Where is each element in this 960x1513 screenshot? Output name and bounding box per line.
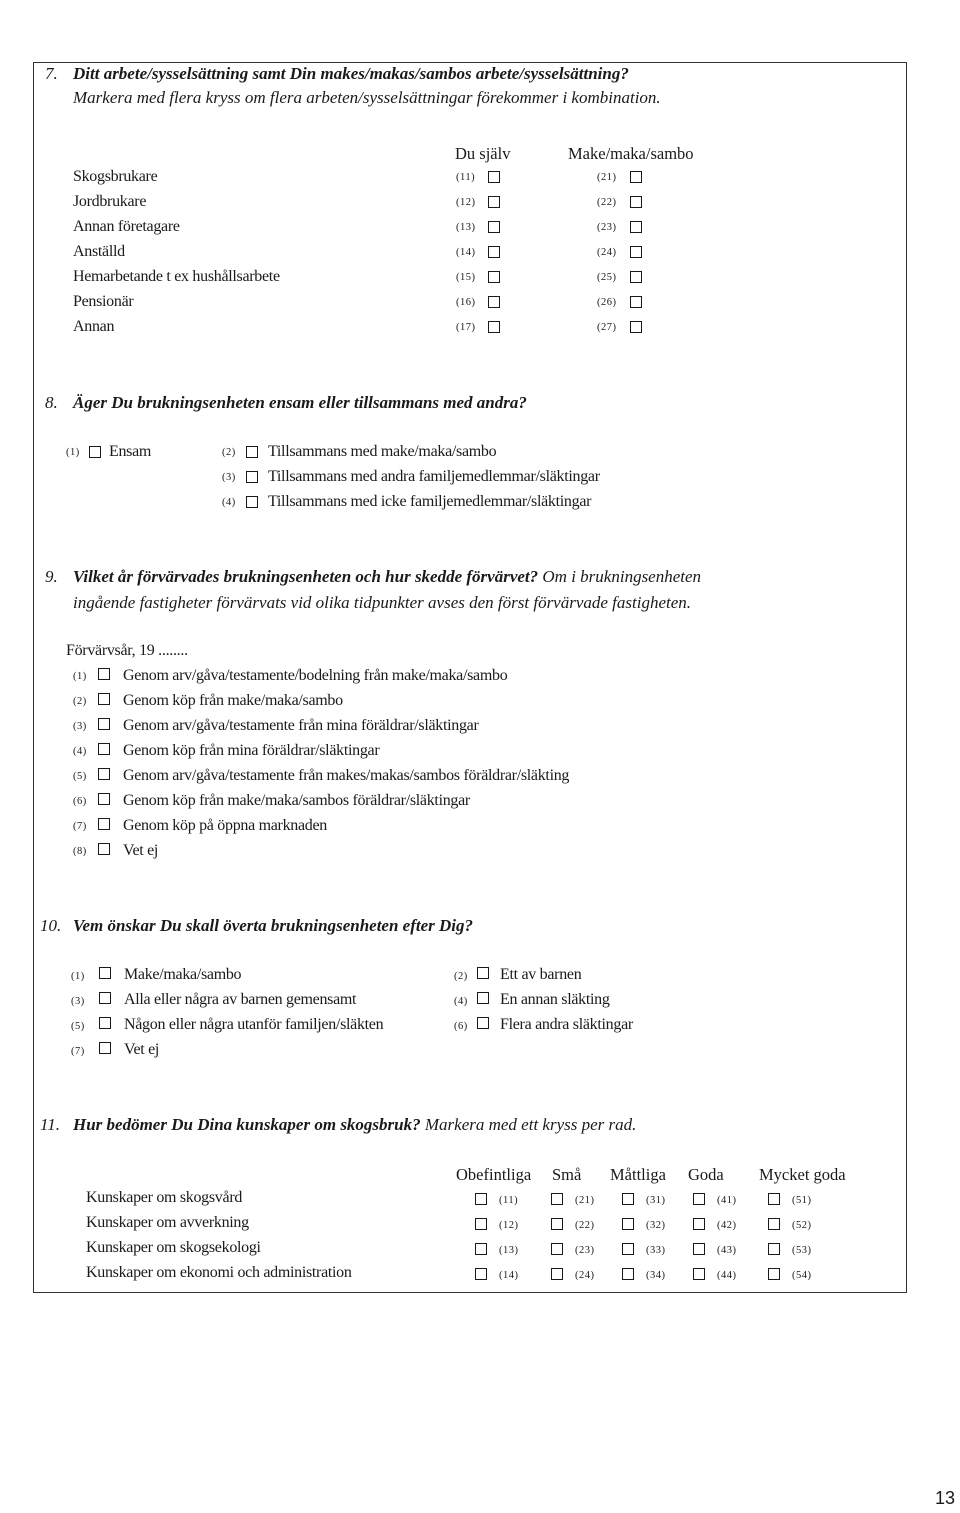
q9-year-field[interactable]: Förvärvsår, 19 ........ xyxy=(66,642,188,659)
q9-option-checkbox[interactable] xyxy=(98,743,110,755)
q7-row-label: Skogsbrukare xyxy=(73,168,158,185)
q11-code: (42) xyxy=(717,1220,737,1231)
q9-option-checkbox[interactable] xyxy=(98,768,110,780)
q10-option-code: (1) xyxy=(71,971,85,982)
q9-option-checkbox[interactable] xyxy=(98,818,110,830)
q9-option-label: Genom arv/gåva/testamente från mina föräldrar/släktingar xyxy=(123,717,479,734)
q7-partner-checkbox[interactable] xyxy=(630,221,642,233)
q7-self-code: (17) xyxy=(456,322,476,333)
q7-partner-code: (25) xyxy=(597,272,617,283)
q9-option-code: (7) xyxy=(73,821,87,832)
q11-checkbox[interactable] xyxy=(551,1193,563,1205)
q9-option-code: (1) xyxy=(73,671,87,682)
q7-partner-checkbox[interactable] xyxy=(630,196,642,208)
q7-row-label: Jordbrukare xyxy=(73,193,147,210)
q9-number: 9. xyxy=(45,567,58,586)
q10-option-code: (3) xyxy=(71,996,85,1007)
q11-col-header: Måttliga xyxy=(610,1165,666,1184)
q10-option-checkbox[interactable] xyxy=(99,1042,111,1054)
q11-code: (33) xyxy=(646,1245,666,1256)
q7-row-label: Pensionär xyxy=(73,293,134,310)
q11-code: (52) xyxy=(792,1220,812,1231)
q11-code: (53) xyxy=(792,1245,812,1256)
q9-option-checkbox[interactable] xyxy=(98,693,110,705)
q11-code: (51) xyxy=(792,1195,812,1206)
q7-row-label: Hemarbetande t ex hushållsarbete xyxy=(73,268,280,285)
q7-subtitle: Markera med flera kryss om flera arbeten/sysselsättningar förekommer i kombination. xyxy=(73,88,661,107)
q8-option-code: (3) xyxy=(222,472,236,483)
q7-partner-checkbox[interactable] xyxy=(630,171,642,183)
q9-option-checkbox[interactable] xyxy=(98,843,110,855)
q7-title: Ditt arbete/sysselsättning samt Din makes/makas/sambos arbete/sysselsättning? xyxy=(73,64,629,83)
q11-checkbox[interactable] xyxy=(768,1193,780,1205)
q11-code: (22) xyxy=(575,1220,595,1231)
q11-checkbox[interactable] xyxy=(622,1268,634,1280)
q8-option-label: Tillsammans med andra familjemedlemmar/släktingar xyxy=(268,468,600,485)
q7-row-label: Annan företagare xyxy=(73,218,180,235)
q8-option-checkbox[interactable] xyxy=(246,471,258,483)
q11-checkbox[interactable] xyxy=(768,1243,780,1255)
q7-partner-code: (21) xyxy=(597,172,617,183)
q7-self-checkbox[interactable] xyxy=(488,171,500,183)
q8-option-label: Tillsammans med make/maka/sambo xyxy=(268,443,497,460)
q11-code: (21) xyxy=(575,1195,595,1206)
q11-checkbox[interactable] xyxy=(693,1193,705,1205)
q7-self-code: (12) xyxy=(456,197,476,208)
q8-option-code: (4) xyxy=(222,497,236,508)
q11-col-header: Obefintliga xyxy=(456,1165,532,1184)
q11-checkbox[interactable] xyxy=(622,1218,634,1230)
q11-col-header: Små xyxy=(552,1165,582,1184)
q9-option-code: (4) xyxy=(73,746,87,757)
page-number: 13 xyxy=(935,1488,956,1508)
q9-option-code: (5) xyxy=(73,771,87,782)
q10-option-label: Vet ej xyxy=(124,1041,160,1058)
q7-self-code: (13) xyxy=(456,222,476,233)
q10-option-code: (2) xyxy=(454,971,468,982)
q11-row-label: Kunskaper om ekonomi och administration xyxy=(86,1264,352,1281)
q8-number: 8. xyxy=(45,393,58,412)
q11-code: (23) xyxy=(575,1245,595,1256)
q7-partner-code: (26) xyxy=(597,297,617,308)
q7-partner-code: (24) xyxy=(597,247,617,258)
q11-code: (24) xyxy=(575,1270,595,1281)
q9-title-rest: Om i brukningsenheten xyxy=(542,567,702,586)
q9-option-label: Genom köp från make/maka/sambos föräldrar/släktingar xyxy=(123,792,470,809)
q7-col-partner: Make/maka/sambo xyxy=(568,144,694,163)
q10-option-code: (7) xyxy=(71,1046,85,1057)
q9-subtitle: ingående fastigheter förvärvats vid olika tidpunkter avses den först förvärvade fastigheten. xyxy=(73,593,692,612)
q11-checkbox[interactable] xyxy=(768,1268,780,1280)
q7-partner-checkbox[interactable] xyxy=(630,321,642,333)
q11-code: (54) xyxy=(792,1270,812,1281)
q7-self-code: (11) xyxy=(456,172,476,183)
q9-option-label: Genom köp från mina föräldrar/släktingar xyxy=(123,742,380,759)
q11-checkbox[interactable] xyxy=(693,1243,705,1255)
q7-self-code: (16) xyxy=(456,297,476,308)
q11-checkbox[interactable] xyxy=(693,1218,705,1230)
q11-checkbox[interactable] xyxy=(475,1268,487,1280)
q11-code: (31) xyxy=(646,1195,666,1206)
q7-self-checkbox[interactable] xyxy=(488,196,500,208)
q10-option-checkbox[interactable] xyxy=(477,992,489,1004)
q11-code: (11) xyxy=(499,1195,519,1206)
q9-title xyxy=(73,567,701,587)
q11-checkbox[interactable] xyxy=(551,1268,563,1280)
q11-code: (43) xyxy=(717,1245,737,1256)
q7-number: 7. xyxy=(45,64,58,83)
q7-self-checkbox[interactable] xyxy=(488,221,500,233)
q10-option-checkbox[interactable] xyxy=(99,992,111,1004)
q9-option-code: (2) xyxy=(73,696,87,707)
q9-title-bold: Vilket år förvärvades brukningsenheten och hur skedde förvärvet? xyxy=(73,567,539,586)
q10-option-label: Någon eller några utanför familjen/släkten xyxy=(124,1016,384,1033)
q11-row-label: Kunskaper om avverkning xyxy=(86,1214,249,1231)
q10-number: 10. xyxy=(40,916,62,935)
q9-option-checkbox[interactable] xyxy=(98,793,110,805)
q10-option-label: Flera andra släktingar xyxy=(500,1016,633,1033)
q11-code: (34) xyxy=(646,1270,666,1281)
q9-option-label: Genom köp på öppna marknaden xyxy=(123,817,327,834)
q9-option-code: (3) xyxy=(73,721,87,732)
q8-option-label: Tillsammans med icke familjemedlemmar/släktingar xyxy=(268,493,592,510)
q11-title-rest: Markera med ett kryss per rad. xyxy=(424,1115,637,1134)
q7-self-code: (14) xyxy=(456,247,476,258)
q11-title-bold: Hur bedömer Du Dina kunskaper om skogsbruk? xyxy=(73,1115,421,1134)
q10-option-checkbox[interactable] xyxy=(99,967,111,979)
q10-option-code: (6) xyxy=(454,1021,468,1032)
q11-checkbox[interactable] xyxy=(768,1218,780,1230)
q7-partner-checkbox[interactable] xyxy=(630,271,642,283)
q7-self-checkbox[interactable] xyxy=(488,246,500,258)
q11-row-label: Kunskaper om skogsvård xyxy=(86,1189,243,1206)
q10-title: Vem önskar Du skall överta brukningsenheten efter Dig? xyxy=(73,916,474,935)
q10-option-code: (4) xyxy=(454,996,468,1007)
q9-option-label: Genom arv/gåva/testamente från makes/makas/sambos föräldrar/släkting xyxy=(123,767,570,784)
q9-option-checkbox[interactable] xyxy=(98,668,110,680)
q8-option-code: (2) xyxy=(222,447,236,458)
q11-code: (41) xyxy=(717,1195,737,1206)
q10-option-checkbox[interactable] xyxy=(477,1017,489,1029)
q7-partner-code: (23) xyxy=(597,222,617,233)
q9-option-code: (8) xyxy=(73,846,87,857)
q11-checkbox[interactable] xyxy=(475,1243,487,1255)
q7-partner-checkbox[interactable] xyxy=(630,296,642,308)
q11-code: (12) xyxy=(499,1220,519,1231)
q11-checkbox[interactable] xyxy=(475,1193,487,1205)
q8-option-checkbox[interactable] xyxy=(246,446,258,458)
q9-option-label: Genom arv/gåva/testamente/bodelning från make/maka/sambo xyxy=(123,667,508,684)
q10-option-label: Ett av barnen xyxy=(500,966,582,983)
q7-self-code: (15) xyxy=(456,272,476,283)
q11-code: (44) xyxy=(717,1270,737,1281)
q11-row-label: Kunskaper om skogsekologi xyxy=(86,1239,261,1256)
q7-row-label: Anställd xyxy=(73,243,125,260)
q9-option-label: Vet ej xyxy=(123,842,159,859)
q11-code: (32) xyxy=(646,1220,666,1231)
q10-option-label: Alla eller några av barnen gemensamt xyxy=(124,991,357,1008)
q8-title: Äger Du brukningsenheten ensam eller tillsammans med andra? xyxy=(73,393,527,412)
q11-title xyxy=(73,1115,636,1135)
q7-partner-code: (22) xyxy=(597,197,617,208)
q10-option-label: Make/maka/sambo xyxy=(124,966,242,983)
q8-option-checkbox[interactable] xyxy=(246,496,258,508)
q11-checkbox[interactable] xyxy=(551,1218,563,1230)
q9-option-checkbox[interactable] xyxy=(98,718,110,730)
q9-option-code: (6) xyxy=(73,796,87,807)
q7-self-checkbox[interactable] xyxy=(488,321,500,333)
q7-partner-checkbox[interactable] xyxy=(630,246,642,258)
q10-option-label: En annan släkting xyxy=(500,991,610,1008)
q11-checkbox[interactable] xyxy=(475,1218,487,1230)
q7-partner-code: (27) xyxy=(597,322,617,333)
q7-row-label: Annan xyxy=(73,318,115,335)
q11-code: (13) xyxy=(499,1245,519,1256)
q10-option-checkbox[interactable] xyxy=(477,967,489,979)
q8-option-label: Ensam xyxy=(109,443,152,460)
q8-option-code: (1) xyxy=(66,447,80,458)
q7-self-checkbox[interactable] xyxy=(488,296,500,308)
q11-checkbox[interactable] xyxy=(693,1268,705,1280)
q11-checkbox[interactable] xyxy=(622,1243,634,1255)
q11-checkbox[interactable] xyxy=(622,1193,634,1205)
q8-option-checkbox[interactable] xyxy=(89,446,101,458)
q9-option-label: Genom köp från make/maka/sambo xyxy=(123,692,343,709)
q7-self-checkbox[interactable] xyxy=(488,271,500,283)
q11-code: (14) xyxy=(499,1270,519,1281)
q11-number: 11. xyxy=(40,1115,60,1134)
q10-option-checkbox[interactable] xyxy=(99,1017,111,1029)
q11-col-header: Goda xyxy=(688,1165,724,1184)
q7-col-self: Du själv xyxy=(455,144,511,163)
q10-option-code: (5) xyxy=(71,1021,85,1032)
q11-col-header: Mycket goda xyxy=(759,1165,846,1184)
q11-checkbox[interactable] xyxy=(551,1243,563,1255)
